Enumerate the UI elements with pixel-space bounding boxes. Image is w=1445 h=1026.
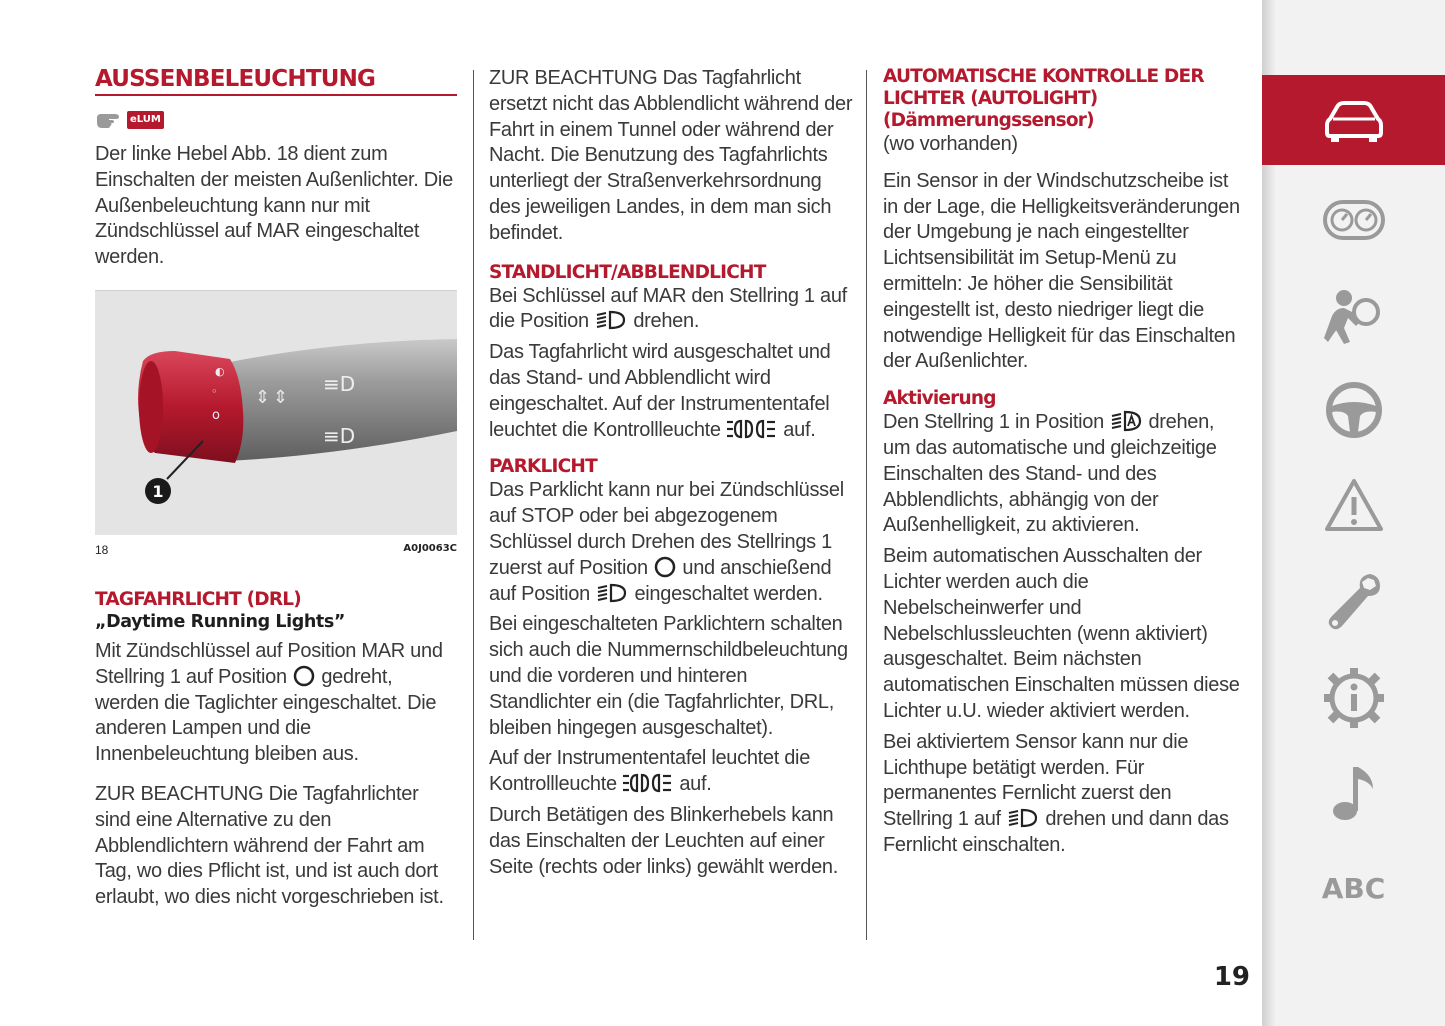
sidebar-item-index[interactable]	[1262, 848, 1445, 928]
car-icon	[1322, 95, 1386, 145]
figure-caption	[95, 543, 457, 559]
aktivierung-paragraph-1: Den Stellring 1 in Position drehen, um das automatische und gleichzeitige Einschalten des Stand- und des Abblendlichts, abhängig von der Außenhelligkeit, zu aktivieren.	[883, 411, 1217, 537]
sidebar-item-maintenance[interactable]	[1262, 555, 1445, 650]
column-3	[883, 66, 1245, 864]
parklicht-paragraph-3: Auf der Instrumententafel leuchtet die Kontrollleuchte auf.	[489, 747, 811, 796]
column-divider-2	[866, 70, 867, 940]
autolight-heading: AUTOMATISCHE KONTROLLE DER LICHTER (AUTOLIGHT) (Dämmerungssensor)	[883, 66, 1204, 131]
sidebar-item-instruments[interactable]	[1262, 175, 1445, 265]
aktivierung-paragraph-3: Bei aktiviertem Sensor kann nur die Lichthupe betätigt werden. Für permanentes Fernlicht zuerst den Stellring 1 auf drehen und dann das Fernlicht einschalten.	[883, 730, 1229, 856]
svg-text:◦: ◦	[211, 384, 218, 398]
section-heading-aussenbeleuchtung: AUSSENBELEUCHTUNG	[95, 66, 376, 92]
auto-light-icon	[1109, 410, 1143, 432]
intro-paragraph: Der linke Hebel Abb. 18 dient zum Einschalten der meisten Außenlichter. Die Außenbeleuchtung kann nur mit Zündschlüssel auf MAR eingeschaltet werden.	[95, 143, 453, 269]
sensor-paragraph: Ein Sensor in der Windschutzscheibe ist in der Lage, die Helligkeitsveränderungen der Umgebung je nach eingestellter Lichtsensibilität im Setup-Menü zu ermitteln: Je höher die Sensibilität eingestellt ist, desto niedriger liegt die notwendige Helligkeit für das Einschalten der Außenlichter.	[883, 169, 1240, 373]
aktivierung-heading: Aktivierung	[883, 388, 996, 410]
svg-text:≡D: ≡D	[323, 423, 356, 448]
standlicht-paragraph-2: Das Tagfahrlicht wird ausgeschaltet und das Stand- und Abblendlicht wird eingeschaltet. Auf der Instrumententafel leuchtet die Kontrollleuchte auf.	[489, 341, 831, 441]
low-beam-icon	[594, 309, 628, 331]
lever-figure	[95, 290, 457, 535]
figure-callout-1: 1	[152, 481, 164, 501]
parklicht-paragraph-2: Bei eingeschalteten Parklichtern schalten sich auch die Nummernschildbeleuchtung und die vorderen und hinteren Standlichter ein (die Tagfahrlichter, DRL, bleiben hingegen ausgeschaltet).	[489, 613, 848, 739]
position-lights-indicator-icon	[622, 772, 674, 794]
figure-code: A0J0063C	[403, 542, 457, 554]
sidebar-item-driving[interactable]	[1262, 365, 1445, 455]
sidebar-item-emergency[interactable]	[1262, 460, 1445, 550]
svg-text:⇕: ⇕	[255, 386, 271, 408]
wrench-icon	[1324, 570, 1384, 636]
abc-index-label: ABC	[1321, 871, 1386, 905]
aktivierung-paragraph-2: Beim automatischen Ausschalten der Lichter werden auch die Nebelscheinwerfer und Nebelschlussleuchten (wenn aktiviert) ausgeschaltet. Beim nächsten automatischen Einschalten müssen diese Lichter u.U. wieder aktiviert werden.	[883, 545, 1240, 722]
parklicht-paragraph-1: Das Parklicht kann nur bei Zündschlüssel auf STOP oder bei abgezogenem Schlüssel durch Drehen des Stellrings 1 zuerst auf Position und anschießend auf Position eingeschaltet werden.	[489, 479, 844, 605]
drl-tunnel-note: ZUR BEACHTUNG Das Tagfahrlicht ersetzt nicht das Abblendlicht während der Fahrt in einem Tunnel oder während der Nacht. Die Benutzung des Tagfahrlichts unterliegt der Straßenverkehrsordnung des jeweiligen Landes, in dem man sich befindet.	[489, 67, 853, 244]
parklicht-heading: PARKLICHT	[489, 456, 597, 478]
drl-note: ZUR BEACHTUNG Die Tagfahrlichter sind eine Alternative zu den Abblendlichtern während der Fahrt am Tag, wo dies Pflicht ist, und ist auch dort erlaubt, wo dies nicht vorgeschrieben ist.	[95, 782, 444, 909]
gauges-icon	[1322, 198, 1386, 242]
warning-triangle-icon	[1323, 477, 1385, 533]
light-stalk-illustration	[95, 291, 457, 535]
svg-text:o: o	[212, 407, 220, 423]
elum-badge: eLUM	[127, 111, 164, 129]
chapter-sidebar	[1262, 0, 1445, 1026]
svg-text:◐: ◐	[215, 364, 225, 378]
column-1	[95, 66, 457, 916]
standlicht-heading: STANDLICHT/ABBLENDLICHT	[489, 261, 766, 283]
sidebar-item-safety[interactable]	[1262, 268, 1445, 363]
availability-note: (wo vorhanden)	[883, 133, 1018, 155]
heading-rule	[95, 94, 457, 96]
low-beam-icon	[1006, 807, 1040, 829]
figure-number: 18	[95, 542, 109, 557]
page-number: 19	[1213, 962, 1250, 992]
pointing-hand-icon	[95, 110, 123, 130]
info-gear-icon	[1322, 666, 1386, 730]
column-divider-1	[473, 70, 474, 940]
sidebar-item-multimedia[interactable]	[1262, 745, 1445, 840]
column-2	[489, 66, 854, 885]
music-note-icon	[1329, 763, 1379, 823]
drl-paragraph: Mit Zündschlüssel auf Position MAR und Stellring 1 auf Position gedreht, werden die Taglichter eingeschaltet. Die anderen Lampen und die Innenbeleuchtung bleiben aus.	[95, 639, 443, 766]
svg-text:⇕: ⇕	[273, 386, 289, 408]
sidebar-item-technical-data[interactable]	[1262, 650, 1445, 745]
sidebar-item-vehicle[interactable]	[1262, 75, 1445, 165]
parklicht-paragraph-4: Durch Betätigen des Blinkerhebels kann das Einschalten der Leuchten auf einer Seite (rechts oder links) gewählt werden.	[489, 803, 838, 878]
reference-icons	[95, 108, 457, 132]
low-beam-icon	[595, 582, 629, 604]
airbag-person-icon	[1322, 286, 1386, 346]
steering-wheel-icon	[1324, 380, 1384, 440]
off-position-icon	[653, 556, 677, 578]
drl-heading: TAGFAHRLICHT (DRL)	[95, 588, 301, 610]
drl-subheading: „Daytime Running Lights”	[95, 611, 346, 632]
svg-text:≡D: ≡D	[323, 371, 356, 396]
position-lights-indicator-icon	[726, 418, 778, 440]
off-position-icon	[292, 665, 316, 687]
standlicht-paragraph-1: Bei Schlüssel auf MAR den Stellring 1 auf die Position drehen.	[489, 284, 847, 333]
